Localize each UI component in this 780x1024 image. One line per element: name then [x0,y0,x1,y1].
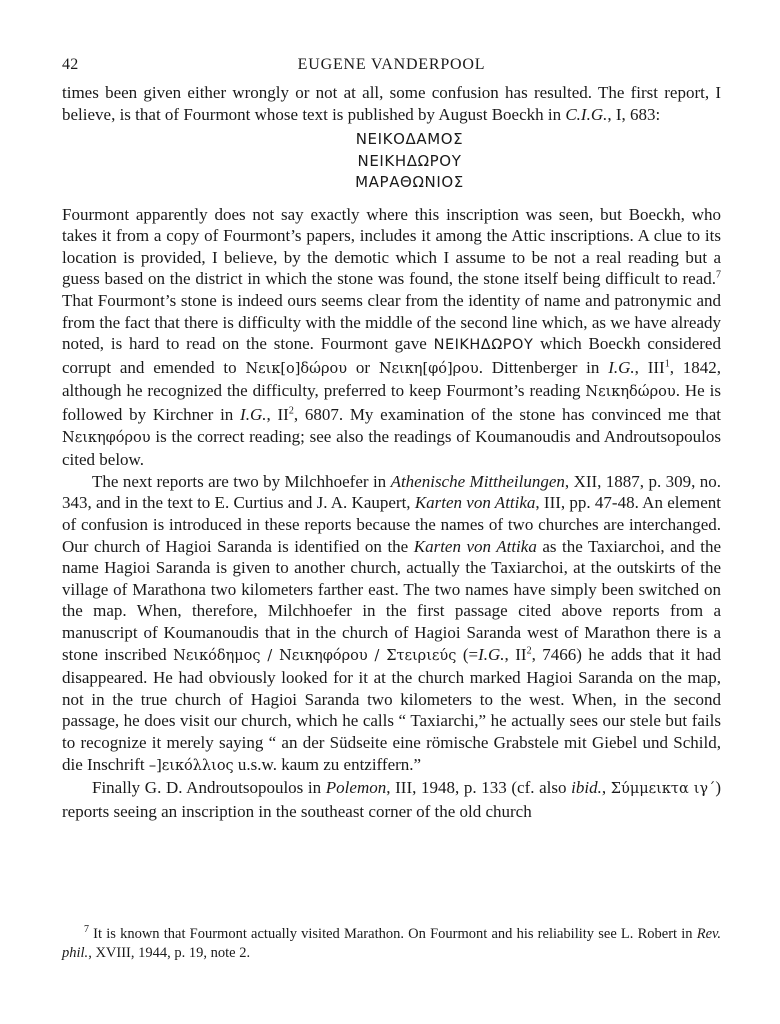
ibid-ref: ibid. [571,778,602,798]
text: , XVIII, 1944, p. 19, note 2. [88,945,251,961]
footnote-ref[interactable]: 7 [716,269,721,281]
text: , XII, 1887, p. 309, no. 343, and in the text to E. Curtius and J. A. Kaupert, [62,471,721,513]
running-head [62,56,721,82]
header-author: EUGENE VANDERPOOL [297,56,486,73]
journal-title: Rev. phil. [62,926,721,961]
paragraph-2 [62,204,721,471]
text: which Boeckh considered corrupt and emended to [62,334,721,377]
journal-title: Polemon [325,778,387,798]
superscript: 2 [288,405,294,417]
text: , 7466) he adds that it had disappeared. He had obviously looked for it at the church marked Hagioi Saranda on the map, not in the true church of Hagioi Saranda two kilometers to the west. When, in the second passage, he does visit our church, which he calls “ Taxiarchi,” he actually sees our stele but fails to recognize it merely saying “ an der Südseite eine römische Grabstele mit Giebel und Schild, die Inschrift [62,644,722,774]
inscription-line: ΜΑΡΑΘΩΝΙΟΣ [355,173,464,192]
journal-title: Athenische Mittheilungen [390,471,565,491]
text: ) reports seeing an inscription in the southeast corner of the old church [62,778,722,821]
paragraph-1 [62,82,721,125]
superscript: 1 [664,358,670,370]
text: , II [266,405,289,425]
superscript: 2 [526,644,532,656]
text: u.s.w. kaum zu entziffern.” [233,754,422,774]
text: , 1842, although he recognized the difficulty, preferred to keep Fourmont’s reading [62,357,722,401]
paragraph-4 [62,777,721,822]
ig-ref: I.G. [608,357,635,377]
ig-ref: I.G. [478,644,505,664]
greek-text: Νεικόδημος / Νεικηφόρου / Στειριεύς [173,647,457,664]
text: , II [504,644,527,664]
text: , 6807. My examination of the stone has convinced me that [293,405,721,425]
text: It is known that Fourmont actually visited Marathon. On Fourmont and his reliability see L. Robert in [89,926,697,942]
greek-text: ΝΕΙΚΗΔΩΡΟΥ [433,337,534,354]
text: , III [634,357,665,377]
text: or [347,357,379,377]
inscription-line: ΝΕΙΚΗΔΩΡΟΥ [357,151,462,170]
text: , I, 683: [607,104,661,124]
text: That Fourmont’s stone is indeed ours seems clear from the identity of name and patronymic and from the fact that there is difficulty with the middle of the second line which, as we have already noted, is hard to read on the stone. Fourmont gave [62,291,721,354]
book-title: Karten von Attika [414,493,536,513]
text: Finally G. D. Androutsopoulos in [92,778,326,798]
text: Fourmont apparently does not say exactly where this inscription was seen, but Boeckh, who takes it from a copy of Fourmont’s papers, includes it among the Attic inscriptions. A clue to its location is provided, I believe, by the demotic which I assume to be not a real reading but a guess based on the district in which the stone was found, the stone itself being difficult to read. [62,204,721,289]
text: as the Taxiarchoi, and the name Hagioi Saranda is given to another church, actually the Taxiarchoi, at the outskirts of the village of Marathona two kilometers farther east. The two names have simply been switched on the map. When, therefore, Milchhoefer in the first passage cited above reports from a manuscript of Koumanoudis that in the church of Hagioi Saranda west of Marathon there is a stone inscribed [62,536,722,664]
inscription-line: ΝΕΙΚΟΔΑΜΟΣ [355,130,464,149]
greek-text: Σύμμεικτα ιγ΄ [610,781,716,798]
text: (= [456,644,479,664]
text: . Dittenberger in [478,357,609,377]
greek-text: –]εικόλλιος [148,757,234,774]
book-title: Karten von Attika [413,536,537,556]
footnote [62,925,721,963]
text: is the correct reading; see also the readings of Koumanoudis and Androutsopoulos cited below. [62,426,721,470]
greek-text: Νεικη[φό]ρου [378,360,479,377]
text: , III, pp. 47-48. An element of confusion is introduced in these reports because the names of two churches are interchanged. Our church of Hagioi Saranda is identified on the [62,493,722,556]
paragraph-3 [62,471,721,777]
page-number: 42 [62,56,79,73]
greek-text: Νεικ[ο]δώρου [245,360,348,377]
text: times been given either wrongly or not at all, some confusion has resulted. The first report, I believe, is that of Fourmont whose text is published by August Boeckh in [62,83,721,124]
text: , [601,778,611,798]
footnote-text [62,925,721,963]
cig-ref: C.I.G. [565,104,608,124]
text: The next reports are two by Milchhoefer in [92,471,391,491]
greek-text: Νεικηφόρου [62,429,151,446]
inscription-block [98,129,721,194]
greek-text: Νεικηδώρου [585,384,676,401]
page [62,56,721,822]
footnote-mark: 7 [84,924,89,936]
text: , III, 1948, p. 133 (cf. also [386,778,572,798]
ig-ref: I.G. [240,405,267,425]
text: . He is followed by Kirchner in [62,381,721,425]
